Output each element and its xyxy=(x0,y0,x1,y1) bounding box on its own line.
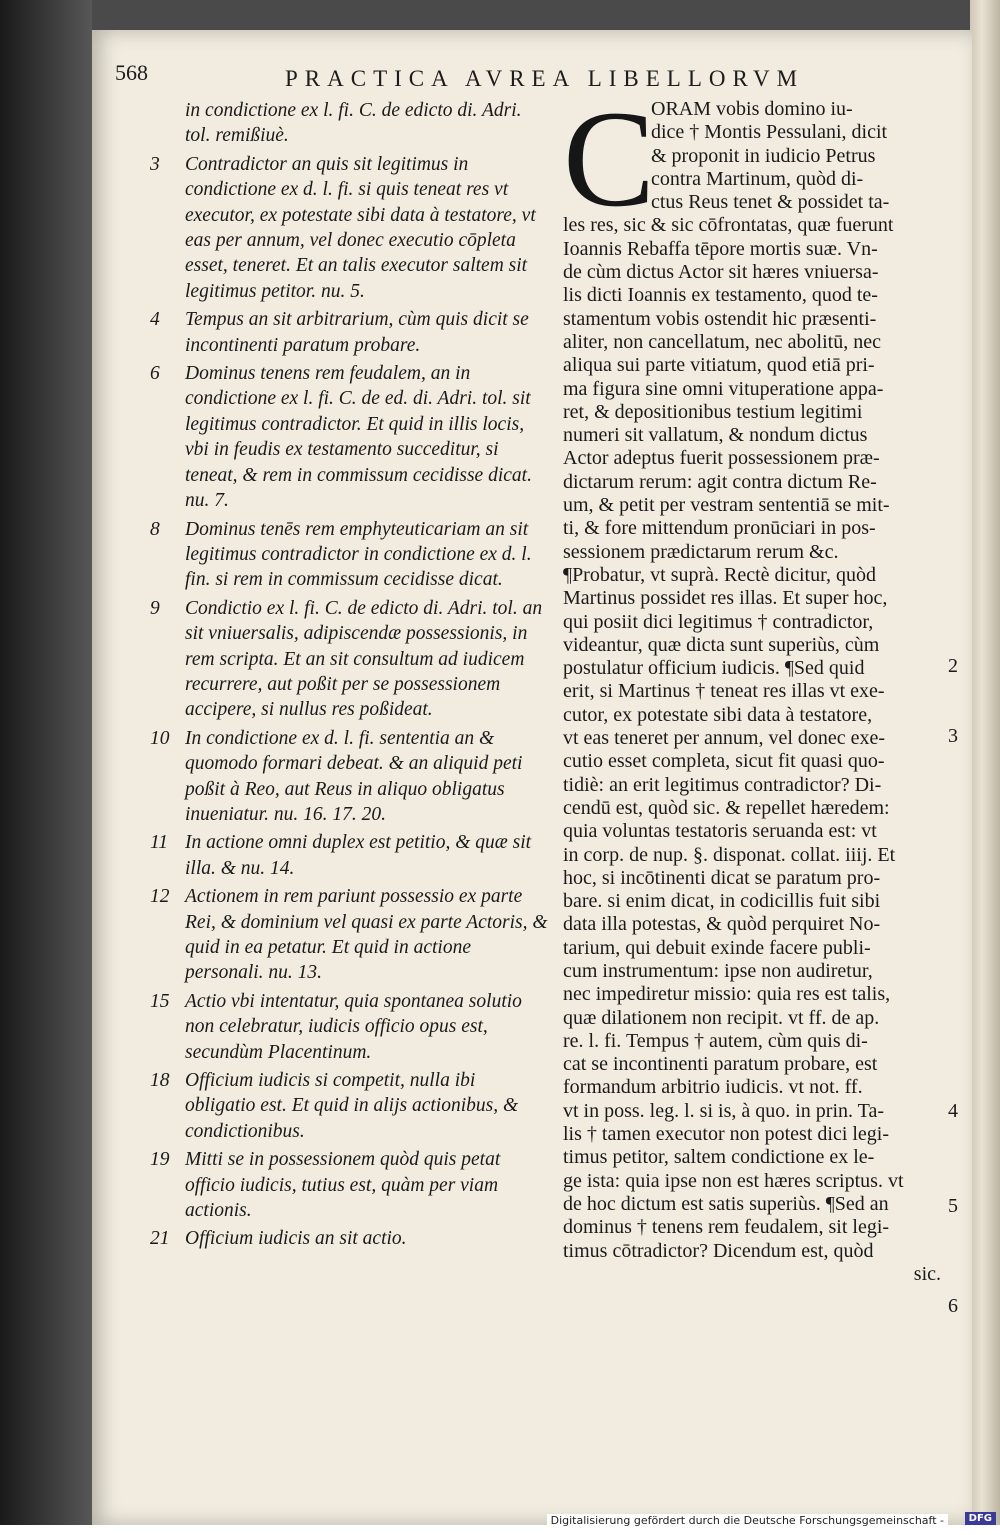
body-line: ge ista: quia ipse non est hæres scriptus. vt xyxy=(563,1169,904,1192)
body-line: re. l. fi. Tempus † autem, cùm quis di- xyxy=(563,1029,868,1052)
entry-number: 15 xyxy=(150,990,170,1012)
body-line: bare. si enim dicat, in codicillis fuit sibi xyxy=(563,890,881,913)
body-line: cum instrumentum: ipse non audiretur, xyxy=(563,959,873,982)
body-line: dominus † tenens rem feudalem, sit legi- xyxy=(563,1216,890,1239)
index-entry xyxy=(150,1226,550,1251)
body-line: quæ dilationem non recipit. vt ff. de ap. xyxy=(563,1006,880,1029)
body-line: les res, sic & sic cōfrontatas, quæ fuerunt xyxy=(563,214,894,237)
entry-number: 8 xyxy=(150,518,160,540)
dfg-logo: DFG xyxy=(965,1512,996,1525)
body-line: cat se incontinenti paratum probare, est xyxy=(563,1053,878,1076)
margin-number: 6 xyxy=(948,1295,958,1317)
body-line: vt eas teneret per annum, vel donec exe- xyxy=(563,727,886,750)
entry-number: 9 xyxy=(150,597,160,619)
entry-text: Condictio ex l. fi. C. de edicto di. Adri. tol. an sit vniuersalis, adipiscendæ possessionis, in rem scripta. Et an sit consultum ad iudicem recurrere, aut poßit per se possessionem accipere, si nullus res poßideat. xyxy=(185,597,543,721)
body-line: Martinus possidet res illas. Et super hoc, xyxy=(563,587,888,610)
body-line: cutio esset completa, sicut fit quasi quo- xyxy=(563,750,885,773)
entry-text: Actionem in rem pariunt possessio ex parte Rei, & dominium vel quasi ex parte Actoris, & quid in ea petatur. Et quid in actione personali. nu. 13. xyxy=(185,886,548,984)
body-line: in corp. de nup. §. disponat. collat. iiij. Et xyxy=(563,843,896,866)
body-line: aliqua sui parte vitiatum, quod etiā pri- xyxy=(563,354,875,377)
entry-text: in condictione ex l. fi. C. de edicto di. Adri. tol. remißiuè. xyxy=(185,100,522,147)
entry-number: 19 xyxy=(150,1149,170,1171)
body-line: dice † Montis Pessulani, dicit xyxy=(651,121,888,144)
entry-text: Officium iudicis si competit, nulla ibi obligatio est. Et quid in alijs actionibus, & condictionibus. xyxy=(185,1070,519,1142)
body-line: videantur, quæ dicta sunt superiùs, cùm xyxy=(563,633,880,656)
drop-cap: C xyxy=(563,82,656,235)
body-line: tidiè: an erit legitimus contradictor? Di- xyxy=(563,773,882,796)
body-line: cendū est, quòd sic. & repellet hæredem: xyxy=(563,796,890,819)
body-line: um, & petit per vestram sententiā se mit- xyxy=(563,494,890,517)
body-line: de cùm dictus Actor sit hæres vniuersa- xyxy=(563,261,879,284)
index-entry xyxy=(150,361,550,513)
body-line: erit, si Martinus † teneat res illas vt exe- xyxy=(563,680,885,703)
summary-index xyxy=(150,98,550,1255)
body-line: ctus Reus tenet & possidet ta- xyxy=(651,191,890,214)
body-line: ti, & fore mittendum pronūciari in pos- xyxy=(563,517,876,540)
body-line: nec impediretur missio: quia res est talis, xyxy=(563,983,891,1006)
entry-text: Contradictor an quis sit legitimus in condictione ex d. l. fi. si quis teneat res vt executor, ex potestate sibi data à testatore, vt eas per annum, vel donec executio cōpleta esset, teneret. Et an talis executor saltem sit legitimus petitor. nu. 5. xyxy=(185,153,536,302)
body-line: stamentum vobis ostendit hic præsenti- xyxy=(563,307,877,330)
body-line: cutor, ex potestate sibi data à testatore, xyxy=(563,703,873,726)
body-line: de hoc dictum est satis superiùs. ¶Sed an xyxy=(563,1192,889,1215)
entry-text: Actio vbi intentatur, quia spontanea solutio non celebratur, iudicis officio opus est, secundùm Placentinum. xyxy=(185,990,522,1063)
entry-number: 11 xyxy=(150,832,169,854)
body-text xyxy=(563,82,963,1286)
index-entry xyxy=(150,1068,550,1144)
body-line: lis † tamen executor non potest dici legi- xyxy=(563,1123,890,1146)
entry-number: 3 xyxy=(150,153,160,175)
entry-number: 4 xyxy=(150,309,160,331)
index-entry xyxy=(150,989,550,1065)
index-entry xyxy=(150,307,550,358)
body-line: sic. xyxy=(913,1262,941,1285)
body-line: timus petitor, saltem condictione ex le- xyxy=(563,1146,875,1169)
body-line: timus cōtradictor? Dicendum est, quòd xyxy=(563,1239,874,1262)
body-line: vt in poss. leg. l. si is, à quo. in prin. Ta- xyxy=(563,1099,884,1122)
entry-text: In condictione ex d. l. fi. sententia an & quomodo formari debeat. & an aliquid peti poßit à Reo, aut Reus in aliquo obligatus inueniatur. nu. 16. 17. 20. xyxy=(185,727,523,825)
body-line: data illa potestas, & quòd perquiret No- xyxy=(563,913,881,936)
page-edge xyxy=(970,0,1000,1525)
body-line: Actor adeptus fuerit possessionem præ- xyxy=(563,447,880,470)
body-line: qui posiit dici legitimus † contradictor, xyxy=(563,610,874,633)
margin-number: 3 xyxy=(948,725,958,747)
body-line: aliter, non cancellatum, nec abolitū, nec xyxy=(563,330,881,353)
body-line: quia voluntas testatoris seruanda est: vt xyxy=(563,820,877,843)
entry-text: In actione omni duplex est petitio, & quæ sit illa. & nu. 14. xyxy=(185,832,532,879)
body-line: & proponit in iudicio Petrus xyxy=(651,144,876,167)
body-line: ¶Probatur, vt suprà. Rectè dicitur, quòd xyxy=(563,563,876,586)
entry-text: Mitti se in possessionem quòd quis petat officio iudicis, tutius est, quàm per viam actionis. xyxy=(185,1149,501,1222)
entry-number: 10 xyxy=(150,727,170,749)
index-entry xyxy=(150,152,550,304)
entry-number: 21 xyxy=(150,1228,170,1250)
body-line: tarium, qui debuit exinde facere publi- xyxy=(563,936,871,959)
body-line: ma figura sine omni vituperatione appa- xyxy=(563,377,884,400)
folio-number: 568 xyxy=(115,60,148,85)
entry-text: Tempus an sit arbitrarium, cùm quis dicit se incontinenti paratum probare. xyxy=(185,309,529,356)
entry-text: Dominus tenēs rem emphyteuticariam an sit legitimus contradictor in condictione ex d. l. fin. si rem in commissum cecidisse dicat. xyxy=(185,518,532,591)
index-entry xyxy=(150,830,550,881)
body-line: postulatur officium iudicis. ¶Sed quid xyxy=(563,657,865,680)
entry-number: 12 xyxy=(150,886,170,908)
index-entry xyxy=(150,98,550,149)
body-line: sessionem prædictarum rerum &c. xyxy=(563,540,839,563)
index-entry xyxy=(150,726,550,828)
digitization-credit: Digitalisierung gefördert durch die Deutsche Forschungsgemeinschaft - xyxy=(547,1514,948,1527)
entry-text: Officium iudicis an sit actio. xyxy=(185,1228,407,1250)
index-entry xyxy=(150,1147,550,1223)
body-line: hoc, si incōtinenti dicat se paratum pro- xyxy=(563,866,881,889)
entry-number: 18 xyxy=(150,1070,170,1092)
index-entry xyxy=(150,884,550,986)
body-line: lis dicti Ioannis ex testamento, quod te- xyxy=(563,284,878,307)
index-entry xyxy=(150,517,550,593)
body-line: formandum arbitrio iudicis. vt not. ff. xyxy=(563,1076,863,1099)
running-head: PRACTICA AVREA LIBELLORVM xyxy=(285,66,805,91)
entry-text: Dominus tenens rem feudalem, an in condictione ex l. fi. C. de ed. di. Adri. tol. sit legitimus contradictor. Et quid in illis locis, vbi in feudis ex testamento succeditur, si teneat, & rem in commissum cecidisse dicat. nu. 7. xyxy=(185,363,532,512)
body-line: ORAM vobis domino iu- xyxy=(651,98,853,120)
body-line: ret, & depositionibus testium legitimi xyxy=(563,400,863,423)
margin-number: 4 xyxy=(948,1100,958,1122)
body-line: dictarum rerum: agit contra dictum Re- xyxy=(563,470,877,493)
entry-number: 6 xyxy=(150,363,160,385)
body-line: contra Martinum, quòd di- xyxy=(651,167,864,190)
body-line: Ioannis Rebaffa tēpore mortis suæ. Vn- xyxy=(563,237,878,260)
index-entry xyxy=(150,596,550,723)
body-line: numeri sit vallatum, & nondum dictus xyxy=(563,424,868,447)
margin-number: 5 xyxy=(948,1195,958,1217)
margin-number: 2 xyxy=(948,655,958,677)
book-binding-shadow xyxy=(0,0,92,1525)
